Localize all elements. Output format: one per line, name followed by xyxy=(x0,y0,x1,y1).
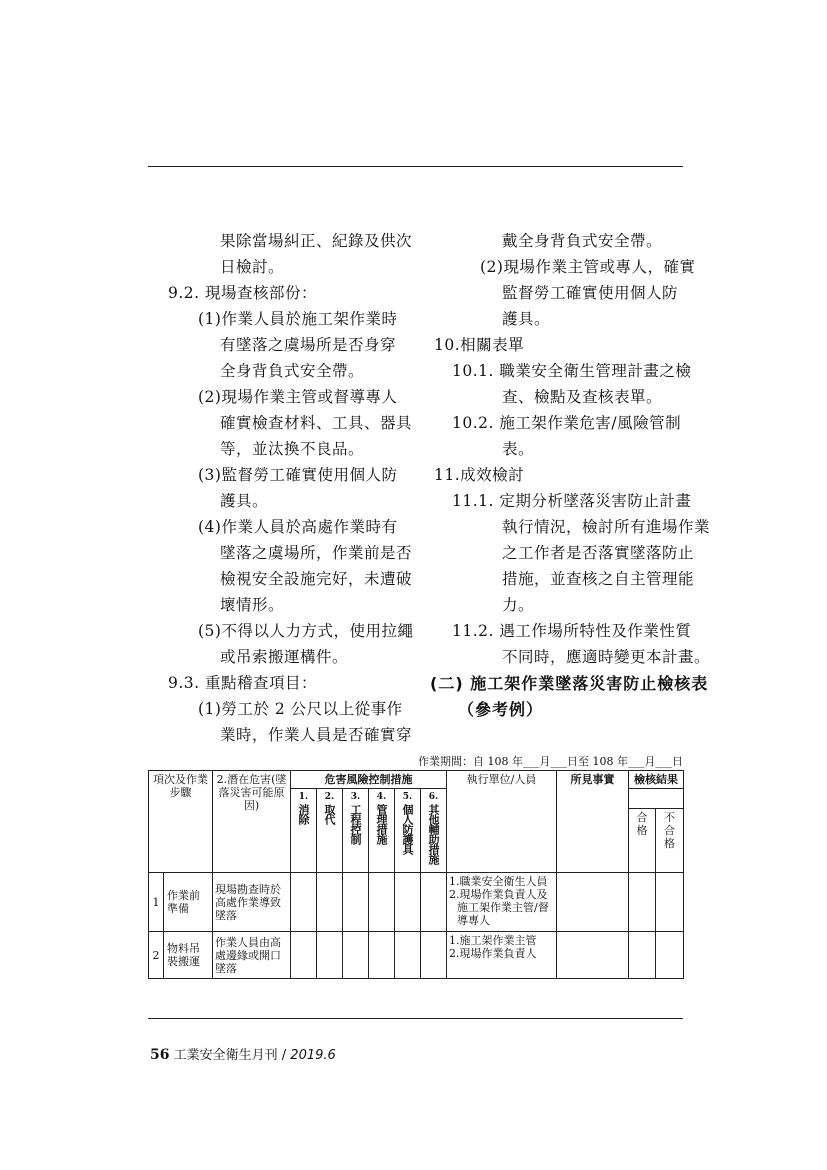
text-line: (1)作業人員於施工架作業時 xyxy=(198,310,398,328)
control-label: 個人防護具 xyxy=(401,804,414,854)
control-cell[interactable] xyxy=(291,932,317,979)
row-number: 2 xyxy=(149,932,164,978)
page-footer xyxy=(150,1044,336,1063)
findings-cell[interactable] xyxy=(557,873,629,932)
control-cell[interactable] xyxy=(395,932,421,979)
text-line: 護具。 xyxy=(220,492,269,510)
text-line: 監督勞工確實使用個人防 xyxy=(502,284,679,302)
text-line: 表。 xyxy=(502,440,535,458)
control-num: 1. xyxy=(298,792,309,802)
text-line: (4)作業人員於高處作業時有 xyxy=(198,518,398,536)
control-cell[interactable] xyxy=(421,932,447,979)
row-step-cell xyxy=(149,873,213,932)
unit-line: 2.現場作業負責人及施工架作業主管/督導專人 xyxy=(449,888,549,927)
findings-cell[interactable] xyxy=(557,932,629,979)
footer-separator: / xyxy=(277,1048,291,1063)
row-hazard: 現場勘查時於高處作業導致墜落 xyxy=(213,873,291,932)
row-step: 作業前準備 xyxy=(167,889,200,915)
header-item-step xyxy=(149,771,213,873)
magazine-name: 工業安全衛生月刊 xyxy=(173,1048,278,1063)
page-number: 56 xyxy=(150,1047,170,1063)
text-line: 11.1. 定期分析墜落災害防止計畫 xyxy=(452,492,692,510)
header-findings: 所見事實 xyxy=(557,771,629,873)
text-line: 措施，並查核之自主管理能 xyxy=(502,570,695,588)
control-label: 消除 xyxy=(297,804,310,824)
header-controls-group: 危害風險控制措施 xyxy=(291,771,447,789)
text-line: 10.相關表單 xyxy=(434,336,525,354)
control-cell[interactable] xyxy=(317,932,343,979)
section-heading: (二) 施工架作業墜落災害防止檢核表 xyxy=(430,674,709,693)
header-control-6 xyxy=(421,789,447,873)
control-label: 其他輔助措施 xyxy=(427,804,440,864)
control-label: 管理措施 xyxy=(375,804,388,844)
header-control-3 xyxy=(343,789,369,873)
section-heading-sub: （參考例） xyxy=(458,700,544,719)
control-cell[interactable] xyxy=(343,873,369,932)
text-line: (3)監督勞工確實使用個人防 xyxy=(198,466,398,484)
control-num: 5. xyxy=(402,792,413,802)
row-number: 1 xyxy=(149,873,164,931)
text-line: 力。 xyxy=(502,596,535,614)
text-line: 確實檢查材料、工具、器具 xyxy=(220,414,413,432)
text-line: 11.2. 遇工作場所特性及作業性質 xyxy=(452,622,692,640)
row-step-cell xyxy=(149,932,213,979)
table-row xyxy=(149,932,684,979)
header-hazard xyxy=(213,771,291,873)
row-step: 物料吊裝搬運 xyxy=(167,942,200,968)
text-line: 等，並汰換不良品。 xyxy=(220,440,365,458)
fail-label: 不合格 xyxy=(664,811,675,850)
pass-label: 合格 xyxy=(636,811,648,837)
control-cell[interactable] xyxy=(343,932,369,979)
control-cell[interactable] xyxy=(395,873,421,932)
text-line: 業時，作業人員是否確實穿 xyxy=(220,726,413,744)
unit-line: 1.職業安全衛生人員 xyxy=(449,875,548,888)
pass-cell[interactable] xyxy=(629,932,656,979)
header-text: 2.潛在危害(墜落災害可能原因) xyxy=(216,773,287,812)
text-line: 全身背負式安全帶。 xyxy=(220,362,365,380)
header-control-2 xyxy=(317,789,343,873)
text-line: (2)現場作業主管或專人，確實 xyxy=(480,258,696,276)
header-fail xyxy=(656,809,684,873)
unit-line: 2.現場作業負責人 xyxy=(449,947,537,960)
header-pass xyxy=(629,809,656,873)
text-line: 執行情況，檢討所有進場作業 xyxy=(502,518,711,536)
text-line: 11.成效檢討 xyxy=(434,466,525,484)
text-line: 壞情形。 xyxy=(220,596,285,614)
control-label: 工程控制 xyxy=(349,804,362,844)
header-control-4 xyxy=(369,789,395,873)
header-control-1 xyxy=(291,789,317,873)
row-unit xyxy=(447,873,557,932)
header-text: 項次及作業步驟 xyxy=(153,773,208,799)
text-line: 有墜落之虞場所是否身穿 xyxy=(220,336,397,354)
control-num: 4. xyxy=(376,792,387,802)
pass-cell[interactable] xyxy=(629,873,656,932)
header-unit: 執行單位/人員 xyxy=(447,771,557,873)
unit-line: 1.施工架作業主管 xyxy=(449,934,537,947)
header-result-group: 檢核結果 xyxy=(629,771,684,789)
bottom-rule xyxy=(148,1018,683,1019)
text-line: 不同時，應適時變更本計畫。 xyxy=(502,648,711,666)
control-num: 3. xyxy=(350,792,361,802)
text-line: 戴全身背負式安全帶。 xyxy=(502,232,663,250)
checklist-table xyxy=(148,770,684,979)
control-num: 2. xyxy=(324,792,335,802)
text-line: (5)不得以人力方式，使用拉繩 xyxy=(198,622,414,640)
text-line: (2)現場作業主管或督導專人 xyxy=(198,388,398,406)
text-line: 9.3. 重點稽查項目： xyxy=(168,674,318,692)
text-line: 之工作者是否落實墜落防止 xyxy=(502,544,695,562)
text-line: 或吊索搬運構件。 xyxy=(220,648,349,666)
text-line: 日檢討。 xyxy=(220,258,285,276)
text-line: 果除當場糾正、紀錄及供次 xyxy=(220,232,413,250)
control-cell[interactable] xyxy=(291,873,317,932)
text-line: 10.2. 施工架作業危害/風險管制 xyxy=(452,414,682,432)
table-row xyxy=(149,873,684,932)
text-line: 墜落之虞場所，作業前是否 xyxy=(220,544,413,562)
control-cell[interactable] xyxy=(369,873,395,932)
top-rule xyxy=(148,166,683,167)
text-line: 護具。 xyxy=(502,310,551,328)
control-cell[interactable] xyxy=(421,873,447,932)
control-label: 取代 xyxy=(323,804,336,824)
row-hazard: 作業人員由高處邊緣或開口墜落 xyxy=(213,932,291,979)
fail-cell[interactable] xyxy=(656,873,684,932)
row-unit xyxy=(447,932,557,979)
text-line: 9.2. 現場查核部份： xyxy=(168,284,318,302)
work-period: 作業期間：自 108 年___月___日至 108 年___月___日 xyxy=(418,755,683,768)
text-line: 10.1. 職業安全衛生管理計畫之檢 xyxy=(452,362,692,380)
text-line: (1)勞工於 2 公尺以上從事作 xyxy=(198,700,403,718)
control-cell[interactable] xyxy=(317,873,343,932)
text-line: 查、檢點及查核表單。 xyxy=(502,388,663,406)
control-cell[interactable] xyxy=(369,932,395,979)
issue-date: 2019.6 xyxy=(290,1048,336,1063)
control-num: 6. xyxy=(428,792,439,802)
header-control-5 xyxy=(395,789,421,873)
fail-cell[interactable] xyxy=(656,932,684,979)
text-line: 檢視安全設施完好，未遭破 xyxy=(220,570,413,588)
result-spacer xyxy=(629,789,684,809)
